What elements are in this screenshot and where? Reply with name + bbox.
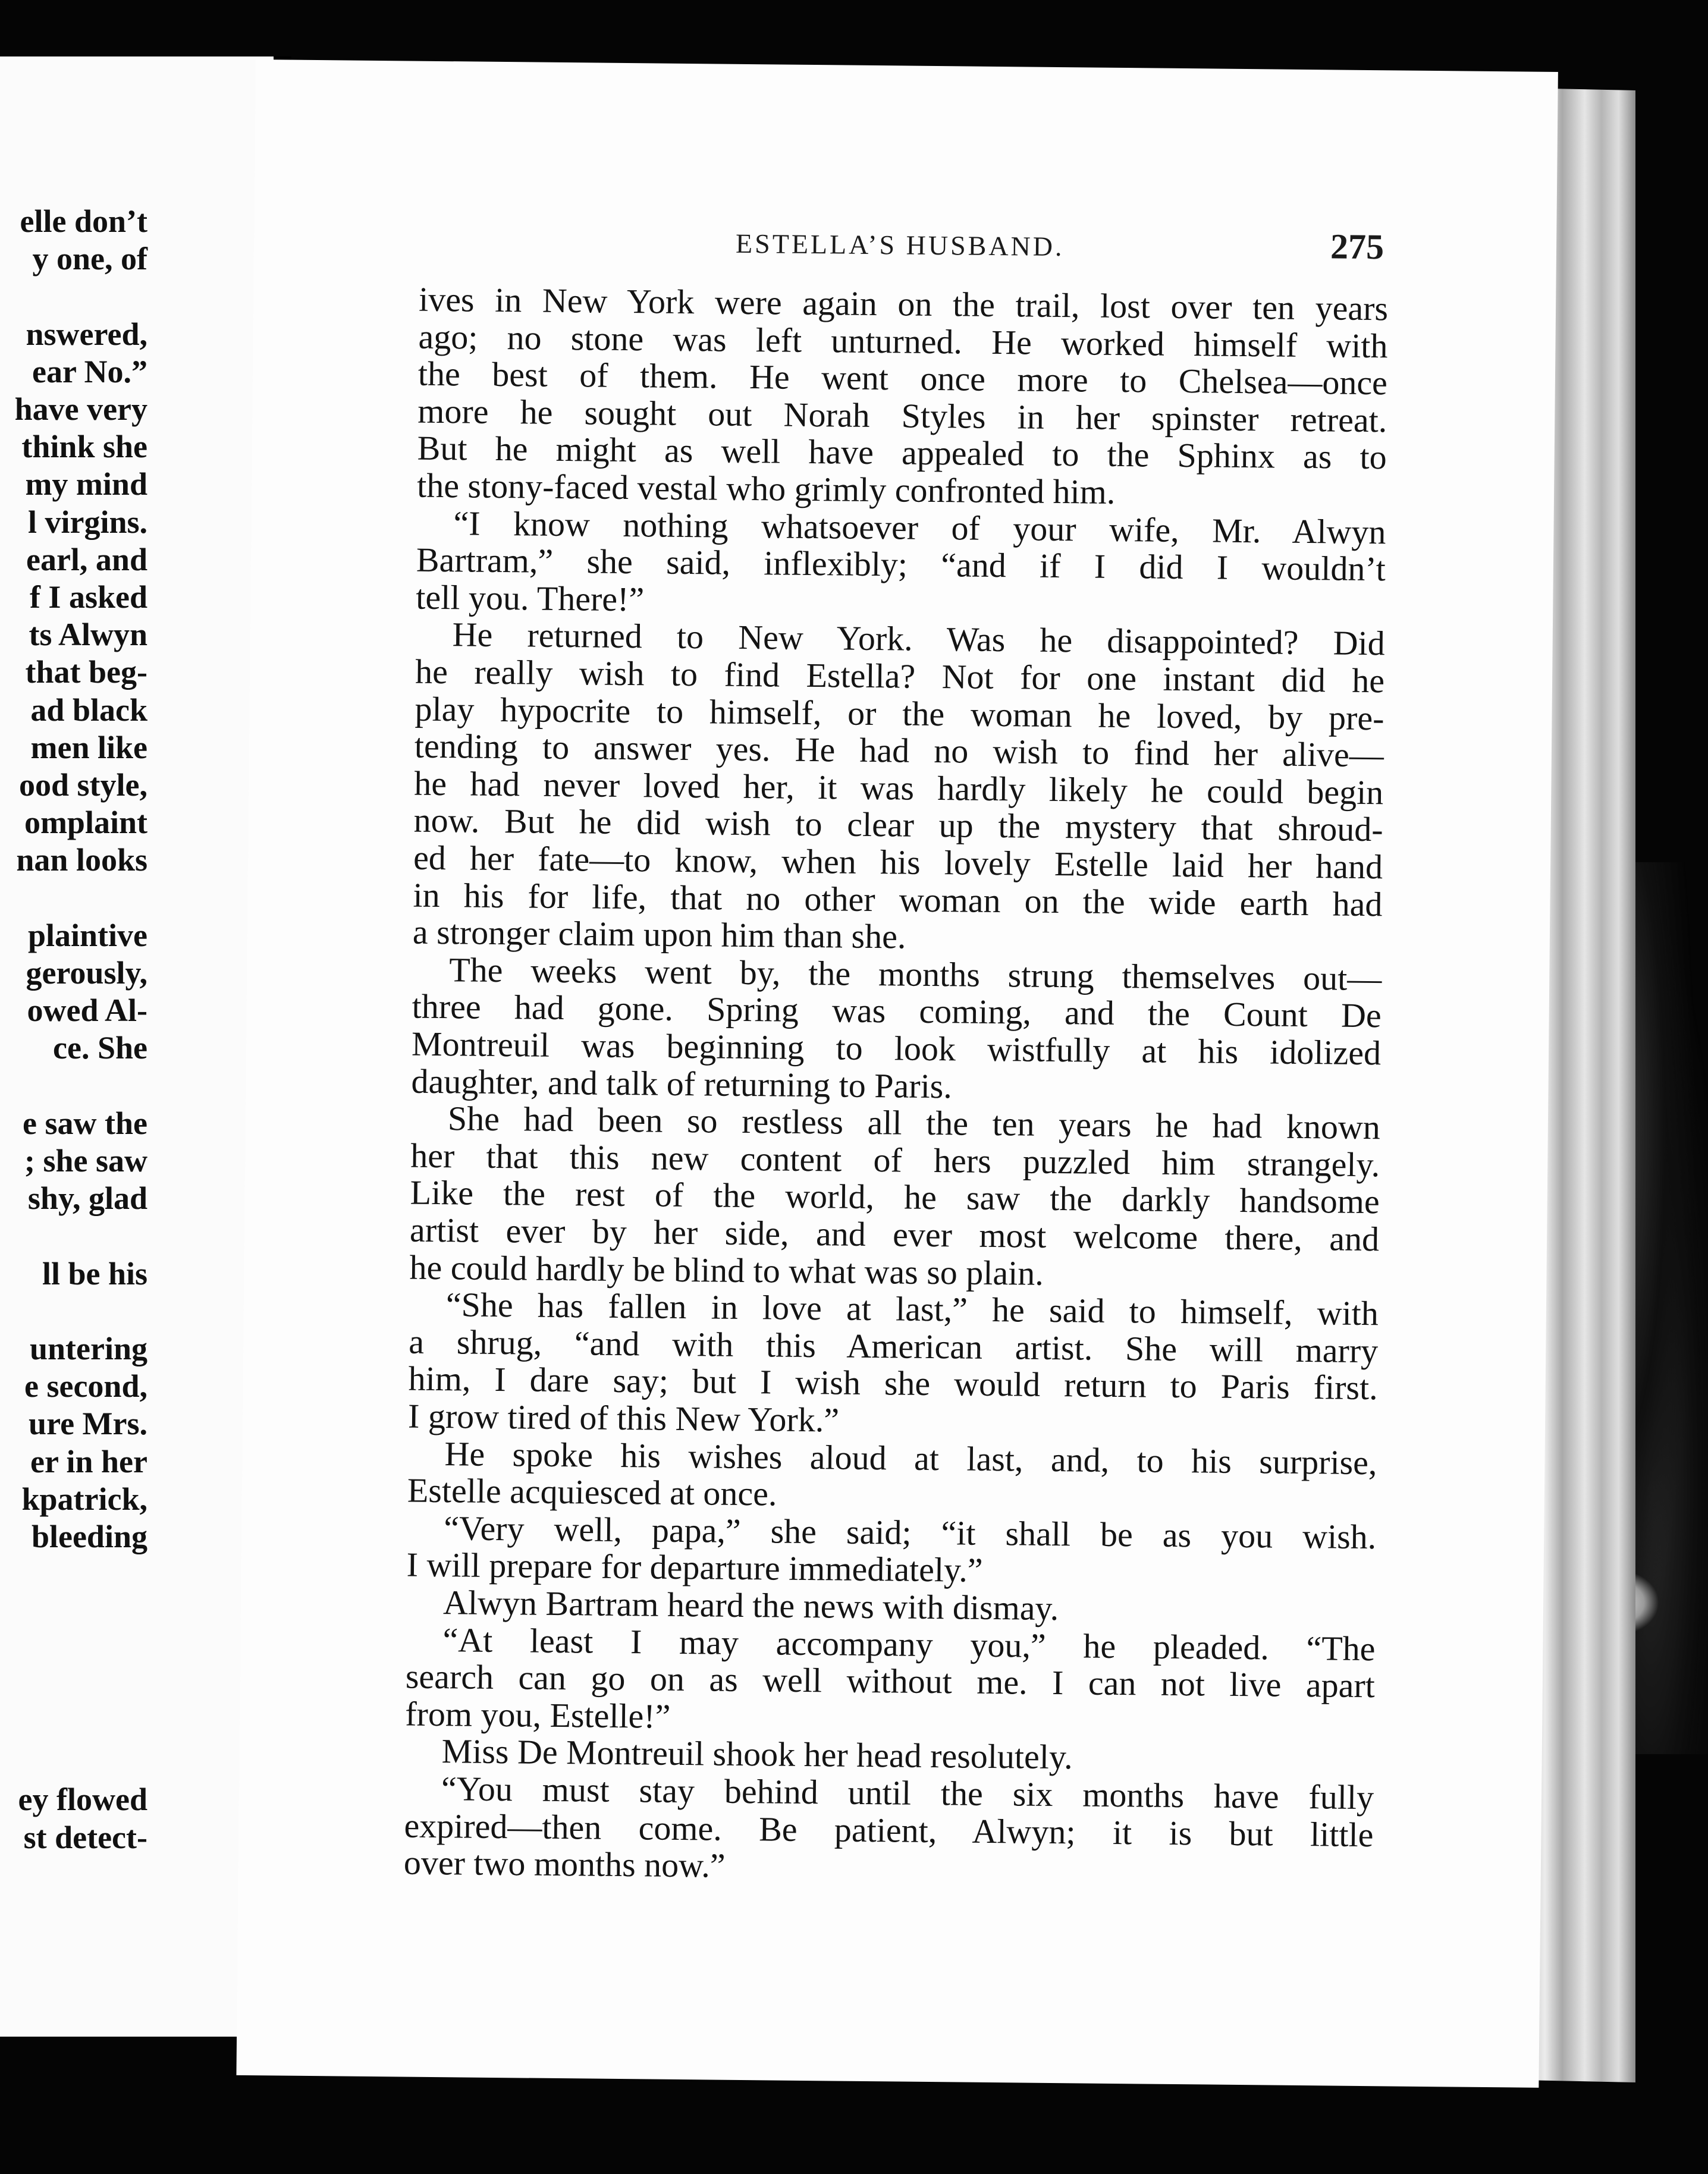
- previous-page: [0, 56, 274, 2037]
- previous-page-line: kpatrick,: [21, 1481, 147, 1517]
- body-text-line: search can go on as well without me. I can not live apart: [405, 1657, 1376, 1705]
- body-text-line: Alwyn Bartram heard the news with dismay.: [442, 1583, 1059, 1628]
- body-text-line: ives in New York were again on the trail, lost over ten years: [418, 279, 1389, 328]
- body-text-line: him, I dare say; but I wish she would return to Paris first.: [408, 1359, 1378, 1408]
- body-text-line: Estelle acquiesced at once.: [407, 1471, 777, 1513]
- running-head-title: ESTELLA’S HUSBAND.: [735, 228, 1065, 262]
- previous-page-line: have very: [14, 391, 147, 427]
- previous-page-line: ; she saw: [24, 1143, 147, 1179]
- body-text-line: She had been so restless all the ten years he had known: [447, 1099, 1381, 1147]
- body-text-line: the best of them. He went once more to Chelsea—once: [417, 354, 1388, 403]
- body-text-line: “At least I may accompany you,” he pleaded. “The: [442, 1620, 1376, 1668]
- body-text-line: tending to answer yes. He had no wish to find her alive—: [414, 726, 1384, 775]
- previous-page-line: shy, glad: [27, 1180, 147, 1217]
- body-text-line: He spoke his wishes aloud at last, and, to his surprise,: [444, 1434, 1377, 1482]
- body-text-line: ago; no stone was left unturned. He worked himself with: [418, 317, 1388, 365]
- body-text-line: play hypocrite to himself, or the woman he loved, by pre-: [415, 689, 1384, 737]
- previous-page-line: omplaint: [24, 805, 147, 841]
- body-text-line: the stony-faced vestal who grimly confronted him.: [416, 466, 1116, 511]
- previous-page-line: y one, of: [32, 241, 147, 277]
- previous-page-line: l virgins.: [27, 504, 147, 540]
- previous-page-line: earl, and: [26, 541, 147, 577]
- body-text-line: “She has fallen in love at last,” he said to himself, with: [445, 1285, 1379, 1333]
- body-text-line: “You must stay behind until the six months have fully: [441, 1769, 1374, 1817]
- current-page: [236, 59, 1558, 2088]
- previous-page-line: bleeding: [31, 1519, 147, 1554]
- previous-page-line: think she: [21, 429, 147, 465]
- body-text-line: “I know nothing whatsoever of your wife, Mr. Alwyn: [453, 503, 1386, 551]
- previous-page-line: er in her: [30, 1443, 147, 1479]
- body-text-line: I grow tired of this New York.”: [407, 1396, 840, 1440]
- body-text-line: a shrug, “and with this American artist. She will marry: [409, 1322, 1379, 1371]
- previous-page-line: e second,: [24, 1368, 147, 1405]
- previous-page-line: st detect-: [23, 1819, 147, 1855]
- body-text-line: a stronger claim upon him than she.: [412, 912, 906, 956]
- page-number: 275: [1330, 227, 1384, 267]
- body-text-line: from you, Estelle!”: [404, 1694, 671, 1736]
- body-text-line: now. But he did wish to clear up the mystery that shroud-: [413, 801, 1383, 849]
- body-text-line: more he sought out Norah Styles in her spinster retreat.: [417, 391, 1387, 440]
- body-text-line: expired—then come. Be patient, Alwyn; it is but little: [404, 1806, 1374, 1854]
- body-text-line: he could hardly be blind to what was so plain.: [409, 1248, 1044, 1293]
- previous-page-line: that beg-: [25, 654, 147, 690]
- body-text-line: daughter, and talk of returning to Paris.: [411, 1061, 953, 1105]
- previous-page-line: owed Al-: [27, 992, 147, 1029]
- body-text-line: ed her fate—to know, when his lovely Estelle laid her hand: [413, 838, 1383, 887]
- previous-page-line: my mind: [25, 466, 147, 502]
- body-text-line: three had gone. Spring was coming, and the Count De: [412, 987, 1382, 1035]
- running-head: [735, 227, 1509, 267]
- previous-page-line: f I asked: [29, 579, 147, 615]
- previous-page-line: ll be his: [42, 1255, 147, 1292]
- body-text-line: Like the rest of the world, he saw the darkly handsome: [410, 1173, 1380, 1221]
- body-text-line: Miss De Montreuil shook her head resolutely.: [441, 1732, 1073, 1777]
- body-text-line: in his for life, that no other woman on the wide earth had: [413, 875, 1383, 923]
- previous-page-line: nan looks: [16, 842, 147, 878]
- body-text-line: “Very well, papa,” she said; “it shall be as you wish.: [443, 1508, 1377, 1556]
- body-text-line: he had never loved her, it was hardly likely he could begin: [414, 764, 1384, 812]
- body-text-line: over two months now.”: [403, 1843, 726, 1885]
- previous-page-line: ey flowed: [18, 1782, 147, 1818]
- body-text-line: Bartram,” she said, inflexibly; “and if I did I wouldn’t: [416, 540, 1386, 589]
- body-text-line: her that this new content of hers puzzled him strangely.: [410, 1136, 1380, 1185]
- body-text-line: I will prepare for departure immediately.”: [406, 1545, 983, 1590]
- previous-page-line: ood style,: [19, 767, 147, 803]
- body-text-line: Montreuil was beginning to look wistfully at his idolized: [411, 1024, 1382, 1073]
- previous-page-line: ts Alwyn: [29, 617, 147, 653]
- body-text-line: he really wish to find Estella? Not for one instant did he: [415, 652, 1385, 700]
- previous-page-line: e saw the: [23, 1105, 147, 1141]
- previous-page-line: ad black: [30, 692, 147, 728]
- previous-page-line: nswered,: [26, 316, 147, 352]
- previous-page-line: plaintive: [27, 917, 147, 953]
- previous-page-line: gerously,: [26, 955, 147, 991]
- previous-page-line: men like: [30, 729, 147, 765]
- previous-page-line: elle don’t: [20, 203, 147, 239]
- body-text-line: artist ever by her side, and ever most welcome there, and: [409, 1210, 1380, 1259]
- previous-page-line: ear No.”: [32, 353, 147, 389]
- body-text-line: But he might as well have appealed to the Sphinx as to: [417, 429, 1387, 477]
- body-text-line: He returned to New York. Was he disappointed? Did: [452, 615, 1385, 663]
- body-text-line: tell you. There!”: [416, 577, 645, 619]
- previous-page-line: ure Mrs.: [29, 1406, 147, 1442]
- body-text-line: The weeks went by, the months strung themselves out—: [449, 950, 1382, 998]
- previous-page-line: ce. She: [53, 1030, 147, 1066]
- previous-page-line: untering: [29, 1331, 147, 1366]
